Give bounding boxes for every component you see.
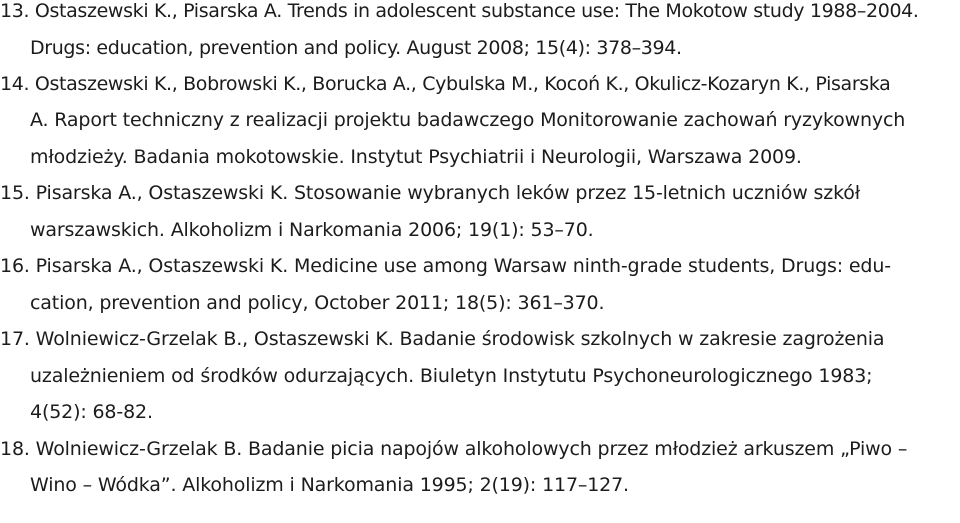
reference-17-line-3: 4(52): 68-82. [30, 401, 153, 423]
reference-number: 15. [0, 182, 30, 204]
reference-16-line-1 [0, 255, 891, 277]
reference-18-line-2: Wino – Wódka”. Alkoholizm i Narkomania 1995; 2(19): 117–127. [30, 474, 629, 496]
reference-15-line-1 [0, 182, 860, 204]
reference-text: Pisarska A., Ostaszewski K. Medicine use among Warsaw ninth-grade students, Drugs: edu- [35, 255, 891, 277]
reference-number: 17. [0, 328, 30, 350]
reference-16-line-2: cation, prevention and policy, October 2011; 18(5): 361–370. [30, 292, 605, 314]
reference-14-line-3: młodzieży. Badania mokotowskie. Instytut Psychiatrii i Neurologii, Warszawa 2009. [30, 146, 802, 168]
reference-text: Ostaszewski K., Pisarska A. Trends in adolescent substance use: The Mokotow study 1988–2004. [34, 0, 919, 22]
reference-13-line-1 [0, 0, 919, 22]
reference-17-line-1 [0, 328, 884, 350]
reference-text: Wolniewicz-Grzelak B. Badanie picia napojów alkoholowych przez młodzież arkuszem „Piwo – [35, 438, 908, 460]
reference-number: 13. [0, 0, 30, 22]
reference-14-line-1 [0, 73, 890, 95]
reference-17-line-2: uzależnieniem od środków odurzających. Biuletyn Instytutu Psychoneurologicznego 1983; [30, 365, 873, 387]
reference-13-line-2: Drugs: education, prevention and policy. August 2008; 15(4): 378–394. [30, 37, 682, 59]
reference-text: Pisarska A., Ostaszewski K. Stosowanie wybranych leków przez 15-letnich uczniów szkół [35, 182, 860, 204]
reference-number: 16. [0, 255, 30, 277]
reference-number: 14. [0, 73, 30, 95]
reference-text: Ostaszewski K., Bobrowski K., Borucka A., Cybulska M., Kocoń K., Okulicz-Kozaryn K., Pisarska [34, 73, 891, 95]
reference-14-line-2: A. Raport techniczny z realizacji projektu badawczego Monitorowanie zachowań ryzykownych [30, 109, 906, 131]
reference-15-line-2: warszawskich. Alkoholizm i Narkomania 2006; 19(1): 53–70. [30, 219, 594, 241]
reference-18-line-1 [0, 438, 907, 460]
reference-number: 18. [0, 438, 30, 460]
reference-text: Wolniewicz-Grzelak B., Ostaszewski K. Badanie środowisk szkolnych w zakresie zagrożenia [35, 328, 885, 350]
